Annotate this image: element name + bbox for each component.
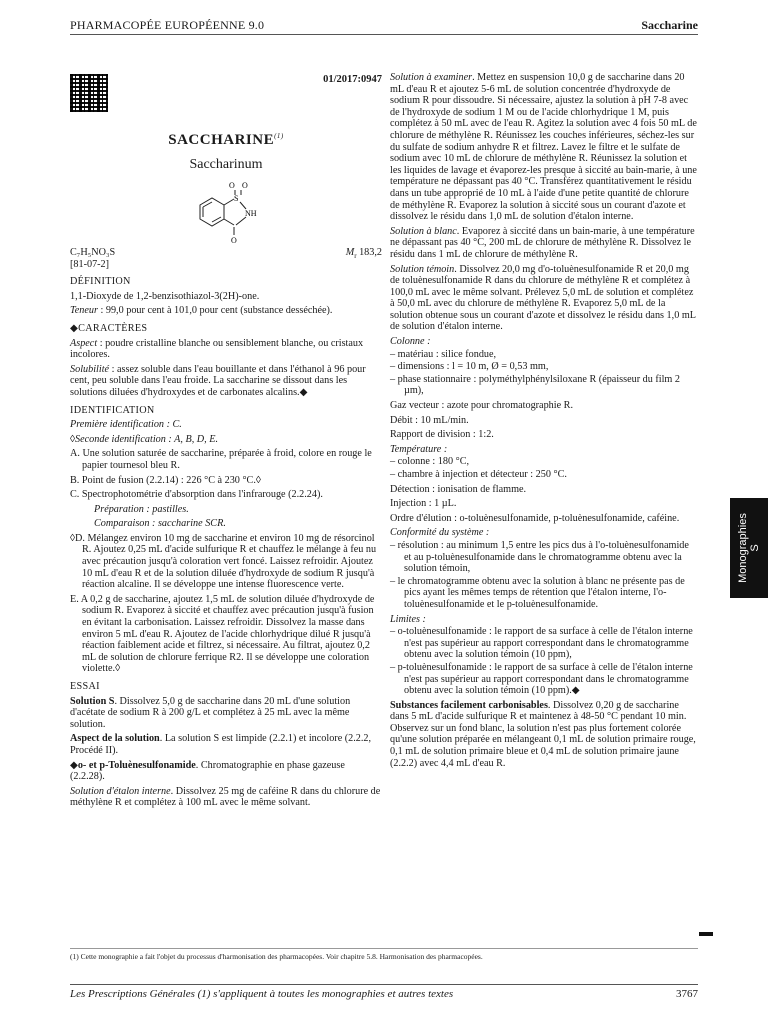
mr-sub: r	[354, 252, 357, 261]
conformite-item-1: – résolution : au minimum 1,5 entre les pics dus à l'o-toluènesulfonamide et au p-toluènesulfonamide dans le chromatogramme obtenu avec la solution témoin,	[390, 539, 689, 575]
solution-s	[70, 696, 382, 731]
teneur-value: : 99,0 pour cent à 101,0 pour cent (substance desséchée).	[97, 305, 333, 317]
molecular-mass	[346, 247, 382, 263]
footnote: (1) Cette monographie a fait l'objet du processus d'harmonisation des pharmacopées. Voir chapitre 5.8. Harmonisation des pharmacopées.	[70, 948, 698, 961]
cas-number: [81-07-2]	[70, 258, 110, 270]
solubilite-text	[70, 364, 382, 399]
ordre-elution: Ordre d'élution : o-toluènesulfonamide, p-toluènesulfonamide, caféine.	[390, 512, 680, 524]
conformite-item-2: – le chromatogramme obtenu avec la solution à blanc ne présente pas de pics ayant les mêmes temps de rétention que l'étalon interne, l'o-toluènesulfonamide et le p-toluènesulfonamide.	[390, 575, 685, 610]
limites-item-1: – o-toluènesulfonamide : le rapport de sa surface à celle de l'étalon interne n'est pas supérieur au rapport correspondant dans le chromatogramme obtenu avec la solution témoin (10 ppm),	[390, 626, 693, 661]
solution-temoin-label: Solution témoin	[390, 263, 455, 275]
end-marker	[699, 932, 713, 936]
section-tab-line1: Monographies	[737, 513, 749, 583]
solubilite-label: Solubilité	[70, 363, 110, 375]
section-caracteres: ◆CARACTÈRES	[70, 322, 148, 334]
temperature-item-2: – chambre à injection et détecteur : 250 °C.	[390, 469, 567, 480]
solution-temoin	[390, 264, 698, 334]
solution-etalon-text: . Dissolvez 25 mg de caféine R dans du chlorure de méthylène R et complétez à 100 mL avec le même solvant.	[70, 785, 381, 809]
test-d: ◊D. Mélangez environ 10 mg de saccharine et environ 10 mg de résorcinol R. Ajoutez 0,25 mL d'acide sulfurique R et chauffez le mélange à feu nu avec précaution jusqu'à coloration vert foncé. Laissez refroidir. Ajoutez 10 mL d'eau R et de la solution diluée d'hydroxyde de sodium R jusqu'à réaction alcaline. Il se développe une intense fluorescence verte.	[70, 532, 377, 591]
teneur-label: Teneur	[70, 305, 98, 317]
aspect-solution	[70, 733, 382, 756]
solution-etalon	[70, 786, 382, 809]
injection: Injection : 1 µL.	[390, 498, 457, 510]
debit: Débit : 10 mL/min.	[390, 414, 469, 426]
left-text	[70, 247, 382, 809]
section-definition: DÉFINITION	[70, 276, 131, 288]
section-tab-line2: S	[749, 544, 761, 552]
aspect-solution-label: Aspect de la solution	[70, 733, 160, 745]
footer-text: Les Prescriptions Générales (1) s'appliquent à toutes les monographies et autres textes	[70, 988, 454, 1000]
section-identification: IDENTIFICATION	[70, 404, 155, 416]
structure-nh: NH	[245, 209, 257, 218]
structure-o3: O	[231, 236, 237, 245]
temperature-label: Température :	[390, 443, 448, 455]
header-monograph-name: Saccharine	[641, 18, 698, 32]
test-e: E. A 0,2 g de saccharine, ajoutez 1,5 mL de solution diluée d'hydroxyde de sodium R. Evaporez à siccité et chauffez avec précaution jusqu'à fusion en évitant la carbonisation. Laissez refroidir. Dissolvez la masse dans environ 5 mL d'eau R. Ajoutez de l'acide chlorhydrique dilué R jusqu'à réaction faiblement acide et filtrez, si nécessaire. Au filtrat, ajoutez 0,2 mL de solution de chlorure ferrique R2. Il se développe une coloration violette.◊	[70, 593, 375, 675]
chemical-structure	[70, 177, 382, 247]
temperature-item-1: – colonne : 180 °C,	[390, 456, 470, 468]
monograph-title	[70, 132, 382, 149]
structure-o2: O	[242, 181, 248, 190]
test-c: C. Spectrophotométrie d'absorption dans l'infrarouge (2.2.24).	[70, 489, 323, 501]
title-footnote-ref: (1)	[274, 132, 284, 140]
solution-blanc-text: . Evaporez à siccité dans un bain-marie, à une température ne dépassant pas 40 °C, 200 mL de chlorure de méthylène R. Dissolvez le résidu dans 1 mL de chlorure de méthylène R.	[390, 225, 695, 260]
left-column	[70, 74, 382, 812]
aspect-solution-text: . La solution S est limpide (2.2.1) et incolore (2.2.2, Procédé II).	[70, 733, 372, 756]
conformite-label: Conformité du système :	[390, 527, 490, 539]
solution-blanc-label: Solution à blanc	[390, 225, 457, 237]
right-column	[390, 72, 698, 772]
first-identification: Première identification : C.	[70, 419, 182, 431]
second-identification: ◊Seconde identification : A, B, D, E.	[70, 433, 219, 445]
solution-examiner-text: . Mettez en suspension 10,0 g de saccharine dans 20 mL d'eau R et ajoutez 5-6 mL de solution concentrée d'hydroxyde de sodium R pour dissoudre. Si nécessaire, ajustez la solution à pH 7-8 avec de l'hydroxyde de sodium 1 M ou de l'acide chlorhydrique 1 M, puis complétez à 50 mL avec de l'eau R. Agitez la solution avec 4 fois 50 mL de chlorure de méthylène R. Réunissez les couches inférieures, séchez-les sur du sulfate de sodium anhydre R et filtrez. Lavez le filtre et le sulfate de sodium avec 10 mL de chlorure de méthylène R. Réunissez la solution et les liquides de lavage et évaporez-les presque à siccité au bain-marie, à une température ne dépassant pas 40 °C. Transférez quantitativement le résidu dans un tube approprié de 10 mL à l'aide d'une petite quantité de chlorure de méthylène R. Evaporez la solution à siccité sous un courant d'azote et dissolvez le résidu dans 1,0 mL de solution d'étalon interne.	[390, 72, 697, 223]
mr-value: 183,2	[359, 247, 382, 258]
monograph-id: 01/2017:0947	[323, 74, 382, 85]
header-publication: PHARMACOPÉE EUROPÉENNE 9.0	[70, 18, 265, 32]
page-footer	[70, 984, 698, 1000]
title-text: SACCHARINE	[168, 132, 275, 148]
solution-examiner	[390, 72, 698, 223]
solution-temoin-text: . Dissolvez 20,0 mg d'o-toluènesulfonamide R et 20,0 mg de toluènesulfonamide R dans du chlorure de méthylène R et complétez à 100,0 mL avec le même solvant. Prélevez 5,0 mL de solution et complétez à 50,0 mL avec du chlorure de méthylène R. Evaporez 5,0 mL de la solution obtenue sous un courant d'azote et dissolvez le résidu dans 1,0 mL de solution d'étalon interne.	[390, 263, 696, 333]
test-c-comparison: Comparaison : saccharine SCR.	[94, 518, 226, 530]
substances-carbonisables	[390, 700, 698, 770]
detection: Détection : ionisation de flamme.	[390, 483, 527, 495]
mr-label: M	[345, 247, 355, 258]
teneur-text	[70, 305, 382, 317]
solution-s-text: . Dissolvez 5,0 g de saccharine dans 20 mL d'une solution d'acétate de sodium R à 200 g/L et complétez à 25 mL avec la même solution.	[70, 695, 351, 730]
substances-carbonisables-label: Substances facilement carbonisables	[390, 699, 548, 711]
formula-row	[70, 247, 382, 259]
gaz-vecteur: Gaz vecteur : azote pour chromatographie R.	[390, 400, 574, 412]
test-b: B. Point de fusion (2.2.14) : 226 °C à 230 °C.◊	[70, 474, 261, 486]
colonne-item-2: – dimensions : l = 10 m, Ø = 0,53 mm,	[390, 361, 549, 373]
rapport-division: Rapport de division : 1:2.	[390, 429, 494, 441]
toluenesulfonamide	[70, 760, 382, 783]
colonne-item-1: – matériau : silice fondue,	[390, 348, 497, 360]
limites-label: Limites :	[390, 613, 426, 625]
aspect-value: : poudre cristalline blanche ou sensiblement blanche, ou cristaux incolores.	[70, 337, 364, 361]
solubilite-value: : assez soluble dans l'eau bouillante et dans l'éthanol à 96 pour cent, peu soluble dans l'eau froide. La saccharine se dissout dans les solutions diluées d'hydroxydes et de carbonates alcalins.◆	[70, 363, 366, 398]
latin-name: Saccharinum	[189, 157, 263, 172]
colonne-item-3: – phase stationnaire : polyméthylphénylsiloxane R (épaisseur du film 2 µm),	[390, 373, 681, 397]
section-tab-label	[737, 513, 761, 583]
toluenesulfonamide-text: . Chromatographie en phase gazeuse (2.2.28).	[70, 759, 345, 783]
solution-blanc	[390, 226, 698, 261]
section-tab	[730, 498, 768, 598]
qr-code-icon	[70, 74, 108, 112]
test-c-preparation: Préparation : pastilles.	[94, 503, 189, 515]
section-essai: ESSAI	[70, 681, 100, 692]
structure-s: S	[234, 194, 239, 203]
colonne-label: Colonne :	[390, 336, 431, 348]
page-header	[70, 14, 698, 35]
solution-examiner-label: Solution à examiner	[390, 72, 473, 83]
definition-text: 1,1-Dioxyde de 1,2-benzisothiazol-3(2H)-one.	[70, 290, 260, 302]
solution-s-label: Solution S	[70, 695, 115, 707]
aspect-label: Aspect	[70, 337, 98, 349]
toluenesulfonamide-label: ◆o- et p-Toluènesulfonamide	[70, 759, 196, 771]
solution-etalon-label: Solution d'étalon interne	[70, 785, 171, 797]
structure-o1: O	[229, 181, 235, 190]
substances-carbonisables-text: . Dissolvez 0,20 g de saccharine dans 5 mL d'acide sulfurique R et maintenez à 48-50 °C pendant 10 min. Observez sur un fond blanc, la solution n'est pas plus fortement colorée qu'une solution préparée en mélangeant 0,1 mL de solution primaire rouge, 0,1 mL de solution primaire bleue et 0,4 mL de solution primaire jaune (2.2.2) avec 4,4 mL d'eau R.	[390, 699, 696, 769]
limites-item-2: – p-toluènesulfonamide : le rapport de sa surface à celle de l'étalon interne n'est pas supérieur au rapport correspondant dans le chromatogramme obtenu avec la solution témoin (10 ppm).◆	[390, 661, 693, 697]
formula: C₇H₅NO₃S	[70, 247, 116, 258]
page-number: 3767	[676, 988, 698, 1000]
aspect-text	[70, 338, 382, 361]
test-a: A. Une solution saturée de saccharine, préparée à froid, colore en rouge le papier tournesol bleu R.	[70, 448, 372, 471]
